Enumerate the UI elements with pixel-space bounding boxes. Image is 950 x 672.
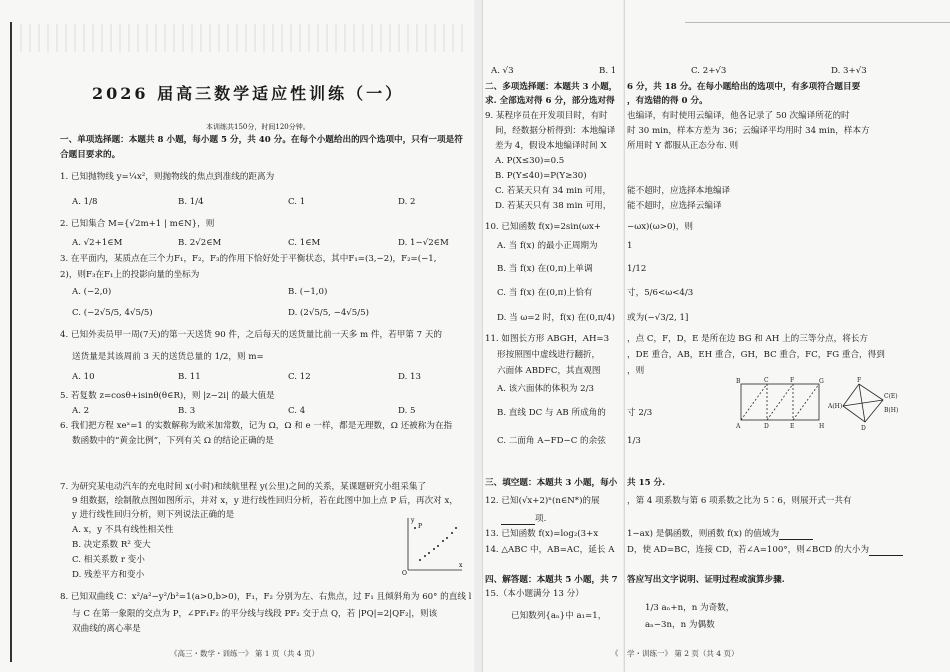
- line-18: A. 该六面体的体积为 2/3: [497, 384, 594, 394]
- line-23: [501, 514, 546, 525]
- section-2-heading: 二、多项选择题：本题共 3 小题，: [485, 82, 618, 92]
- line-6: A. P(X≤30)=0.5: [495, 156, 565, 166]
- line-8: C. 若某天只有 34 min 可用，: [495, 186, 612, 196]
- line-17: 共 15 分.: [627, 478, 666, 488]
- line-15: 11. 如图长方形 ABGH，AH=3: [485, 334, 610, 344]
- line-3: 时 30 min，样本方差为 36；云编译平均用时 34 min，样本方: [627, 126, 870, 136]
- scatter-point: [446, 537, 448, 539]
- line-25: 14. △ABC 中，AB=AC，延长 A: [485, 545, 615, 555]
- line-4: 所用时 Y 都服从正态分布. 则: [627, 141, 739, 151]
- question-3-option-a: A. (−2,0): [72, 287, 112, 297]
- line-19: B. 直线 DC 与 AB 所成角的: [497, 408, 606, 418]
- line-20: [627, 545, 903, 556]
- label-e: E: [790, 423, 795, 430]
- label-g: G: [819, 378, 824, 385]
- answer-blank[interactable]: [501, 516, 535, 525]
- rectangle-abgh: [741, 384, 819, 420]
- exam-page-1: [0, 0, 474, 672]
- fold-diagram: [733, 376, 933, 432]
- question-4-option-d: D. 13: [398, 372, 421, 382]
- line-2: 也编译，有时使用云编译，他各记录了 50 次编译所花的时: [627, 111, 850, 121]
- line-11: A. 当 f(x) 的最小正周期为: [497, 241, 598, 251]
- line-13: ，DE 重合，AB，EH 重合，GH，BC 重合，FC，FG 重合，得到: [627, 350, 885, 360]
- question-8-stem-cont-1: 与 C 在第一象限的交点为 P，∠PF₁F₂ 的平分线与线段 PF₂ 交于点 Q，若 |PQ|=2|QF₂|，则该: [72, 609, 438, 619]
- page-footer: 《: [611, 649, 619, 658]
- binding-line: [10, 22, 12, 662]
- section-3-heading: 三、填空题：本题共 3 小题，每小: [485, 478, 618, 488]
- label-d: D: [764, 423, 769, 430]
- fold-line: [741, 384, 767, 420]
- question-1-option-b: B. 1/4: [178, 197, 204, 207]
- solid-label-d: D: [861, 425, 866, 432]
- question-3-stem: 3. 在平面内，某质点在三个力F₁，F₂，F₃的作用下恰好处于平衡状态，其中F₁=(3,−2)，F₂=(−1,: [60, 254, 437, 264]
- line-20: C. 二面角 A−FD−C 的余弦: [497, 436, 606, 446]
- question-2-option-a: A. √2+1∈M: [72, 238, 123, 248]
- fold-line: [793, 384, 819, 420]
- line-16: 1/3: [627, 436, 641, 446]
- question-8-stem-cont-2: 双曲线的离心率是: [72, 624, 141, 634]
- scatter-point: [419, 559, 421, 561]
- line-7: −ωx)(ω>0)，则: [627, 222, 693, 232]
- origin-label: O: [402, 570, 407, 576]
- line-14: D. 当 ω=2 时，f(x) 在(0,π/4): [497, 313, 615, 323]
- line-3: 9. 某程序员在开发项目时，有时: [485, 111, 608, 121]
- page-footer: 《高三・数学・训练一》 第 1 页（共 4 页）: [170, 649, 319, 658]
- line-9: D. 若某天只有 38 min 可用，: [495, 201, 612, 211]
- line-28: 已知数列{aₙ}中 a₁=1，: [511, 611, 607, 621]
- line-14: ，则: [627, 366, 645, 376]
- page-footer: 学・训练一》 第 2 页（共 4 页）: [627, 649, 739, 658]
- point-p-label: P: [418, 523, 423, 530]
- question-7-stem: 7. 为研究某电动汽车的充电时间 x(小时)和续航里程 y(公里)之间的关系，某课题研究小组采集了: [60, 482, 427, 492]
- label-b: B: [736, 378, 741, 385]
- question-3-option-b: B. (−1,0): [288, 287, 328, 297]
- solid-label-ah: A(H): [828, 403, 843, 410]
- line-12: B. 当 f(x) 在(0,π)上单调: [497, 264, 593, 274]
- line-21: 答应写出文字说明、证明过程或演算步骤.: [627, 575, 785, 585]
- scatter-point: [424, 555, 426, 557]
- exam-note: 本训练共150分，时间120分钟。: [206, 123, 310, 131]
- question-4-stem: 4. 已知外卖员甲一周(7天)的第一天送货 90 件，之后每天的送货量比前一天多 m 件，若甲第 7 天的: [60, 330, 443, 340]
- question-4-stem-cont: 送货量是其该周前 3 天的送货总量的 1/2，则 m=: [72, 352, 264, 362]
- question-8-stem: 8. 已知双曲线 C：x²/a²−y²/b²=1(a>0,b>0)，F₁，F₂ 分别为左、右焦点，过 F₁ 且倾斜角为 60° 的直线 l: [60, 592, 472, 602]
- line-23-text: 项.: [535, 514, 547, 524]
- question-4-option-a: A. 10: [72, 372, 95, 382]
- question-4-option-b: B. 11: [178, 372, 201, 382]
- line-1: ，有选错的得 0 分。: [627, 96, 708, 106]
- question-7-option-a: A. x，y 不具有线性相关性: [72, 525, 174, 535]
- section-4-heading: 四、解答题：本题共 5 小题，共 7: [485, 575, 618, 585]
- scan-noise: [20, 24, 464, 52]
- question-5-option-a: A. 2: [72, 406, 90, 416]
- question-2-option-b: B. 2√2∈M: [178, 238, 222, 248]
- line-19-text: 1−ax) 是偶函数，则函数 f(x) 的值域为: [627, 529, 780, 539]
- hexahedron-solid: [843, 384, 883, 422]
- line-27: 15.（本小题满分 13 分）: [485, 589, 584, 599]
- exam-page-3-cropped: [624, 0, 950, 672]
- question-1-option-c: C. 1: [288, 197, 306, 207]
- line-10: 寸，5/6<ω<4/3: [627, 288, 694, 298]
- scatter-point: [442, 540, 444, 542]
- line-9: 1/12: [627, 264, 647, 274]
- line-5: 差为 4，假设本地编译时间 X: [495, 141, 607, 151]
- top-option-d: D. 3+√3: [831, 66, 867, 76]
- question-3-option-c: C. (−2√5/5, 4√5/5): [72, 308, 153, 318]
- line-23: aₙ−3n，n 为偶数: [645, 620, 715, 630]
- line-12: ，点 C，F，D，E 是所在边 BG 和 AH 上的三等分点，将长方: [627, 334, 869, 344]
- line-18: ，第 4 项系数与第 6 项系数之比为 5∶6，则展开式一共有: [627, 496, 852, 506]
- question-7-stem-cont-2: y 进行线性回归分析，则下列说法正确的是: [72, 510, 235, 520]
- line-19: [627, 529, 813, 540]
- label-a: A: [736, 423, 741, 430]
- line-22: 1/3 aₙ+n，n 为奇数，: [645, 603, 735, 613]
- question-2-stem: 2. 已知集合 M={√2m+1 | m∈N}，则: [60, 219, 215, 229]
- line-10: 10. 已知函数 f(x)=2sin(ωx+: [485, 222, 602, 232]
- label-f: F: [790, 377, 795, 384]
- answer-blank[interactable]: [869, 547, 903, 556]
- x-axis-label: x: [459, 562, 463, 569]
- fold-line: [767, 384, 793, 420]
- question-2-option-c: C. 1∈M: [288, 238, 321, 248]
- point-p: [414, 527, 416, 529]
- section-2-heading-cont: 求. 全部选对得 6 分，部分选对得: [485, 96, 615, 106]
- question-7-stem-cont-1: 9 组数据，绘制散点图如图所示，并对 x，y 进行线性回归分析，若在此图中加上点 P 后，再次对 x，: [72, 496, 458, 506]
- question-5-option-c: C. 4: [288, 406, 306, 416]
- y-axis-label: y: [411, 517, 415, 524]
- line-16: 形按照图中虚线进行翻折，: [497, 350, 601, 360]
- question-3-option-d: D. (2√5/5, −4√5/5): [288, 308, 369, 318]
- question-1-option-a: A. 1/8: [72, 197, 98, 207]
- question-7-option-d: D. 残差平方和变小: [72, 570, 145, 580]
- answer-blank[interactable]: [779, 531, 813, 540]
- line-5: 能不超时，应选择本地编译: [627, 186, 731, 196]
- line-7: B. P(Y≤40)=P(Y≥30): [495, 171, 587, 181]
- line-17: 六面体 ABDFC，其直观图: [497, 366, 601, 376]
- question-1-stem: 1. 已知抛物线 y=¼x²，则抛物线的焦点到准线的距离为: [60, 172, 275, 182]
- line-0: 6 分，共 18 分。在每小题给出的选项中，有多项符合题目要: [627, 82, 861, 92]
- line-22: 12. 已知(√x+2)ⁿ(n∈N*)的展: [485, 496, 600, 506]
- question-1-option-d: D. 2: [398, 197, 416, 207]
- question-3-stem-cont: 2)，则F₃在F₁上的投影向量的坐标为: [60, 270, 200, 280]
- question-5-stem: 5. 若复数 z=cosθ+isinθ(θ∈R)，则 |z−2i| 的最大值是: [60, 391, 275, 401]
- question-5-option-d: D. 5: [398, 406, 416, 416]
- solid-label-bh: B(H): [884, 407, 899, 414]
- section-1-heading-cont: 合题目要求的。: [60, 150, 121, 160]
- scatter-point: [428, 552, 430, 554]
- question-7-option-b: B. 决定系数 R² 变大: [72, 540, 151, 550]
- option-b: B. 1: [599, 66, 617, 76]
- line-13: C. 当 f(x) 在(0,π)上恰有: [497, 288, 593, 298]
- question-6-stem: 6. 我们把方程 xeˣ=1 的实数解称为欧米加常数，记为 Ω，Ω 和 e 一样，都是无理数，Ω 还被称为在指: [60, 421, 453, 431]
- scatter-point: [455, 527, 457, 529]
- solid-label-f: F: [857, 377, 862, 384]
- scatter-points: [414, 527, 457, 561]
- question-4-option-c: C. 12: [288, 372, 311, 382]
- exam-page-2-cropped: [482, 0, 623, 672]
- label-h: H: [819, 423, 825, 430]
- question-5-option-b: B. 3: [178, 406, 196, 416]
- question-6-stem-cont: 数函数中的“黄金比例”，下列有关 Ω 的结论正确的是: [72, 436, 274, 446]
- scatter-point: [433, 548, 435, 550]
- label-c: C: [764, 377, 769, 384]
- question-2-option-d: D. 1−√2∈M: [398, 238, 449, 248]
- line-6: 能不超时，应选择云编译: [627, 201, 722, 211]
- scatter-plot-figure: [400, 514, 466, 576]
- question-7-option-c: C. 相关系数 r 变小: [72, 555, 145, 565]
- top-rule: [685, 22, 950, 23]
- line-11: 或为(−√3/2, 1]: [627, 313, 689, 323]
- line-24: 13. 已知函数 f(x)=log₂(3+x: [485, 529, 599, 539]
- page-title: 2026 届高三数学适应性训练（一）: [92, 84, 405, 103]
- scatter-point: [451, 532, 453, 534]
- scatter-point: [437, 545, 439, 547]
- solid-label-ce: C(E): [884, 393, 898, 400]
- section-1-heading: 一、单项选择题：本题共 8 小题，每小题 5 分，共 40 分。在每个小题给出的四个选项中，只有一项是符: [60, 135, 463, 145]
- line-4: 间，经数据分析得到：本地编译: [495, 126, 616, 136]
- top-option-c: C. 2+√3: [691, 66, 727, 76]
- line-8: 1: [627, 241, 633, 251]
- line-20-text: D，使 AD=BC，连接 CD，若∠A=100°，则∠BCD 的大小为: [627, 545, 870, 555]
- line-0: A. √3: [491, 66, 514, 76]
- line-15: 寸 2/3: [627, 408, 653, 418]
